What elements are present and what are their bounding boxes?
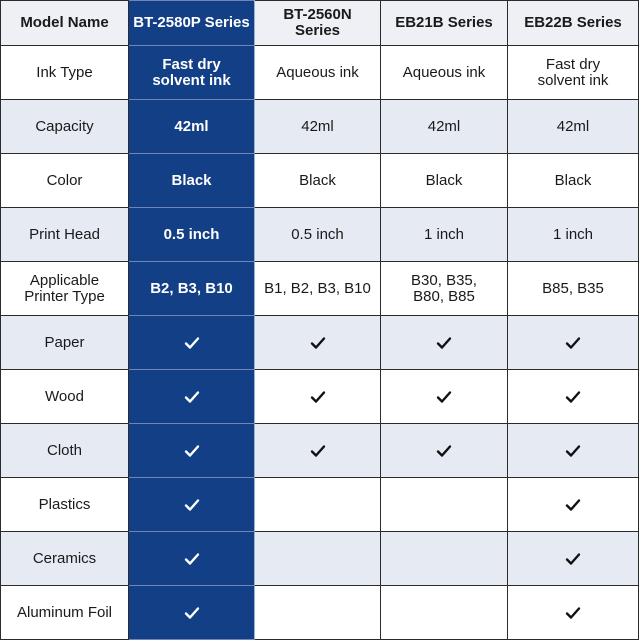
checkmark-icon	[184, 498, 200, 512]
row-label: Ink Type	[1, 46, 129, 100]
checkmark-icon	[565, 390, 581, 404]
cell-value: 42ml	[255, 100, 381, 154]
checkmark-icon	[436, 444, 452, 458]
cell-value: 42ml	[508, 100, 639, 154]
checkmark-icon	[565, 606, 581, 620]
cell-check	[129, 532, 255, 586]
cell-check	[255, 424, 381, 478]
row-ceramics	[1, 532, 639, 586]
header-model-bt2580p: BT-2580P Series	[129, 1, 255, 46]
cell-check	[508, 424, 639, 478]
checkmark-icon	[184, 606, 200, 620]
cell-value: Fast dry solvent ink	[508, 46, 639, 100]
cell-check	[381, 370, 508, 424]
cell-value: Black	[508, 154, 639, 208]
cell-value: Black	[129, 154, 255, 208]
cell-value: Black	[381, 154, 508, 208]
cell-check	[129, 370, 255, 424]
checkmark-icon	[184, 390, 200, 404]
cell-value: 42ml	[129, 100, 255, 154]
checkmark-icon	[184, 444, 200, 458]
checkmark-icon	[184, 336, 200, 350]
cell-check	[129, 424, 255, 478]
row-label: Paper	[1, 316, 129, 370]
cell-value: 1 inch	[381, 208, 508, 262]
cell-check	[508, 316, 639, 370]
row-aluminum-foil	[1, 586, 639, 640]
row-ink-type	[1, 46, 639, 100]
cell-check	[508, 532, 639, 586]
cell-value: Fast dry solvent ink	[129, 46, 255, 100]
row-plastics	[1, 478, 639, 532]
cell-check	[255, 316, 381, 370]
cell-check	[255, 478, 381, 532]
cell-check	[255, 370, 381, 424]
cell-value: B30, B35, B80, B85	[381, 262, 508, 316]
checkmark-icon	[565, 444, 581, 458]
cell-value: B1, B2, B3, B10	[255, 262, 381, 316]
row-print-head	[1, 208, 639, 262]
cell-value: Aqueous ink	[381, 46, 508, 100]
row-label: Applicable Printer Type	[1, 262, 129, 316]
header-model-eb21b: EB21B Series	[381, 1, 508, 46]
row-wood	[1, 370, 639, 424]
checkmark-icon	[310, 444, 326, 458]
cell-check	[508, 370, 639, 424]
cell-check	[129, 478, 255, 532]
material-compatibility-rows	[1, 316, 639, 640]
cell-value: B2, B3, B10	[129, 262, 255, 316]
cell-check	[129, 316, 255, 370]
header-model-name: Model Name	[1, 1, 129, 46]
cell-check	[381, 316, 508, 370]
checkmark-icon	[184, 552, 200, 566]
checkmark-icon	[310, 390, 326, 404]
checkmark-icon	[436, 390, 452, 404]
row-paper	[1, 316, 639, 370]
row-label: Cloth	[1, 424, 129, 478]
cell-check	[381, 586, 508, 640]
header-model-bt2560n: BT-2560N Series	[255, 1, 381, 46]
cell-check	[508, 586, 639, 640]
row-label: Print Head	[1, 208, 129, 262]
header-row	[1, 1, 639, 46]
cell-check	[381, 424, 508, 478]
row-label: Aluminum Foil	[1, 586, 129, 640]
cell-check	[255, 586, 381, 640]
row-label: Color	[1, 154, 129, 208]
row-label: Capacity	[1, 100, 129, 154]
cell-check	[129, 586, 255, 640]
checkmark-icon	[565, 552, 581, 566]
checkmark-icon	[310, 336, 326, 350]
checkmark-icon	[436, 336, 452, 350]
cell-value: Aqueous ink	[255, 46, 381, 100]
row-applicable-printer-type	[1, 262, 639, 316]
row-label: Wood	[1, 370, 129, 424]
row-cloth	[1, 424, 639, 478]
row-label: Ceramics	[1, 532, 129, 586]
cell-check	[381, 478, 508, 532]
cell-check	[255, 532, 381, 586]
cell-value: Black	[255, 154, 381, 208]
cell-value: 0.5 inch	[255, 208, 381, 262]
cell-check	[508, 478, 639, 532]
cell-value: 42ml	[381, 100, 508, 154]
cell-value: 1 inch	[508, 208, 639, 262]
checkmark-icon	[565, 336, 581, 350]
header-model-eb22b: EB22B Series	[508, 1, 639, 46]
cell-value: B85, B35	[508, 262, 639, 316]
cell-value: 0.5 inch	[129, 208, 255, 262]
row-color	[1, 154, 639, 208]
checkmark-icon	[565, 498, 581, 512]
row-label: Plastics	[1, 478, 129, 532]
cell-check	[381, 532, 508, 586]
row-capacity	[1, 100, 639, 154]
